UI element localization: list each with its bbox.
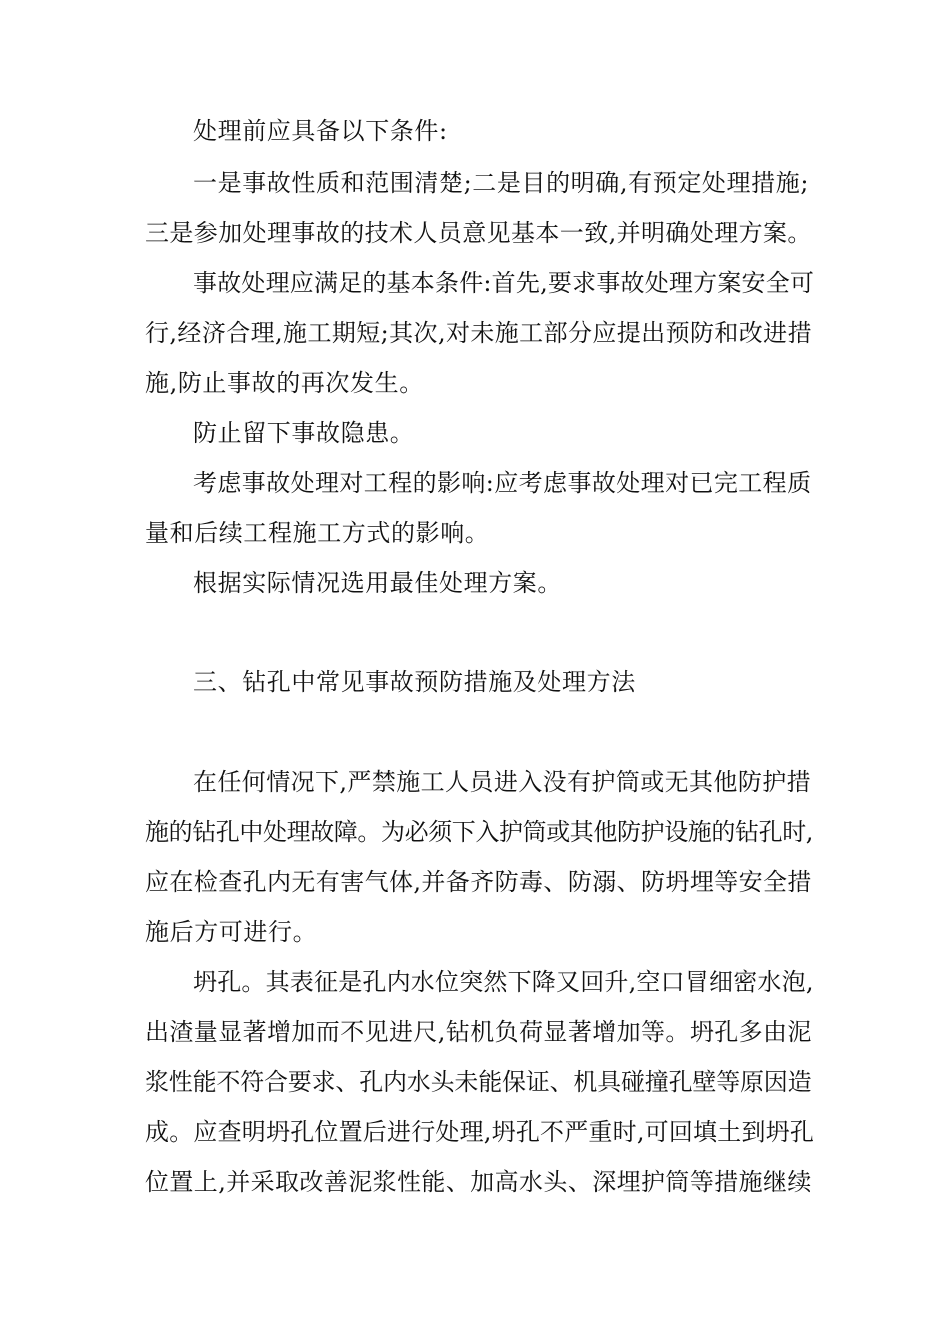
paragraph-line: 成。应查明坍孔位置后进行处理,坍孔不严重时,可回填土到坍孔 bbox=[145, 1118, 815, 1146]
paragraph-line: 应在检查孔内无有害气体,并备齐防毒、防溺、防坍埋等安全措 bbox=[145, 868, 812, 896]
paragraph-line: 防止留下事故隐患。 bbox=[193, 419, 415, 447]
paragraph-line: 处理前应具备以下条件: bbox=[193, 117, 448, 145]
paragraph-line: 行,经济合理,施工期短;其次,对未施工部分应提出预防和改进措 bbox=[145, 319, 812, 347]
section-heading: 三、钻孔中常见事故预防措施及处理方法 bbox=[193, 668, 636, 696]
paragraph-line: 事故处理应满足的基本条件:首先,要求事故处理方案安全可 bbox=[193, 269, 815, 297]
paragraph-line: 一是事故性质和范围清楚;二是目的明确,有预定处理措施; bbox=[193, 169, 809, 197]
paragraph-line: 施,防止事故的再次发生。 bbox=[145, 369, 424, 397]
paragraph-line: 坍孔。其表征是孔内水位突然下降又回升,空口冒细密水泡, bbox=[193, 968, 814, 996]
paragraph-line: 施的钻孔中处理故障。为必须下入护筒或其他防护设施的钻孔时, bbox=[145, 818, 814, 846]
paragraph-line: 出渣量显著增加而不见进尺,钻机负荷显著增加等。坍孔多由泥 bbox=[145, 1018, 812, 1046]
paragraph-line: 施后方可进行。 bbox=[145, 918, 318, 946]
paragraph-line: 根据实际情况选用最佳处理方案。 bbox=[193, 569, 562, 597]
paragraph-line: 在任何情况下,严禁施工人员进入没有护筒或无其他防护措 bbox=[193, 768, 812, 796]
paragraph-line: 量和后续工程施工方式的影响。 bbox=[145, 519, 490, 547]
paragraph-line: 三是参加处理事故的技术人员意见基本一致,并明确处理方案。 bbox=[145, 219, 812, 247]
paragraph-line: 位置上,并采取改善泥浆性能、加高水头、深埋护筒等措施继续 bbox=[145, 1168, 812, 1196]
paragraph-line: 浆性能不符合要求、孔内水头未能保证、机具碰撞孔壁等原因造 bbox=[145, 1068, 812, 1096]
paragraph-line: 考虑事故处理对工程的影响:应考虑事故处理对已完工程质 bbox=[193, 469, 812, 497]
